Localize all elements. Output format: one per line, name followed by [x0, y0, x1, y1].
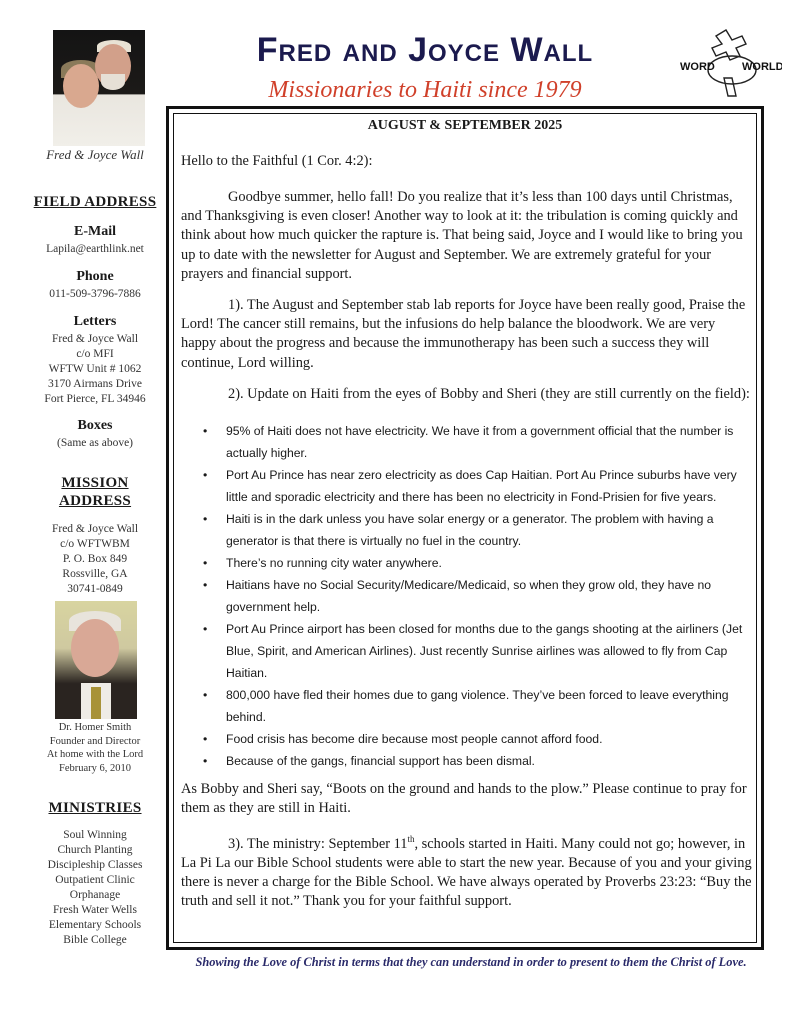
address-line: WFTW Unit # 1062	[48, 363, 142, 375]
paragraph-1-health: 1). The August and September stab lab reports for Joyce have been really good, Praise the Lord! The cancer still remains, but the infusions do help balance the bloodwork. We are very happy about the progress and because the immunotherapy has been such a success they will continue, Lord willing.	[181, 297, 746, 371]
founder-line: Founder and Director	[49, 735, 141, 747]
address-line: Fort Pierce, FL 34946	[44, 393, 146, 405]
newsletter-subtitle: Missionaries to Haiti since 1979	[268, 77, 582, 103]
fred-and-joyce-photo	[53, 30, 145, 146]
address-line: c/o MFI	[76, 348, 114, 360]
ministry-item: Outpatient Clinic	[55, 874, 135, 886]
address-line: c/o WFTWBM	[60, 538, 130, 550]
ministry-item: Church Planting	[57, 844, 133, 856]
bullet-icon: •	[203, 468, 208, 482]
ministry-item: Soul Winning	[63, 829, 127, 841]
footer-motto: Showing the Love of Christ in terms that they can understand in order to present to them the Christ of Love.	[195, 955, 747, 969]
list-item: • Food crisis has become dire because most people cannot afford food.	[181, 728, 753, 750]
list-item: • 95% of Haiti does not have electricity. We have it from a government official that the number is actually higher.	[181, 420, 753, 464]
paragraph-2-haiti: 2). Update on Haiti from the eyes of Bobby and Sheri (they are still currently on the field):	[228, 386, 750, 402]
logo-word-text: WORD	[680, 61, 715, 73]
boots-paragraph: As Bobby and Sheri say, “Boots on the ground and hands to the plow.” Please continue to pray for them as they are still in Haiti.	[181, 781, 747, 817]
list-item: • There’s no running city water anywhere.	[181, 552, 753, 574]
bullet-icon: •	[203, 754, 208, 768]
founder-line: February 6, 2010	[58, 762, 132, 774]
logo-world-text: WORLD	[742, 61, 782, 73]
email-value[interactable]: Lapila@earthlink.net	[46, 243, 144, 255]
letters-address	[20, 332, 170, 407]
mission-address-heading-line1: MISSION	[61, 475, 129, 491]
word-to-world-logo	[676, 26, 782, 98]
list-item: • Haiti is in the dark unless you have solar energy or a generator. The problem with having a generator is that there is virtually no fuel in the country.	[181, 508, 753, 552]
list-item: • Port Au Prince airport has been closed for months due to the gangs shooting at the airliners (Jet Blue, Spirit, and American Airlines). Just recently Sunrise airlines was allowed to fly from Cap Haitian.	[181, 618, 753, 684]
bullet-icon: •	[203, 688, 208, 702]
ministry-item: Discipleship Classes	[47, 859, 143, 871]
haiti-update-list	[181, 420, 753, 772]
phone-value: 011-509-3796-7886	[49, 288, 141, 300]
field-address-heading: FIELD ADDRESS	[33, 194, 157, 210]
boxes-label: Boxes	[77, 418, 113, 433]
address-line: P. O. Box 849	[62, 553, 128, 565]
paragraph-3-ministry: 3). The ministry: September 11th, schools started in Haiti. Many could not go; however, in La Pi La our Bible School students were able to start the new year. Because of you and your giving there is never a charge for the Bible School. We have always operated by Proverbs 23:23: “Buy the truth and sell it not.” Thank you for your faithful support.	[181, 834, 752, 910]
photo-caption: Fred & Joyce Wall	[46, 147, 144, 162]
ministry-item: Fresh Water Wells	[53, 904, 137, 916]
bullet-icon: •	[203, 424, 208, 438]
bullet-icon: •	[203, 512, 208, 526]
mission-address-heading-line2: ADDRESS	[58, 493, 132, 509]
list-item: • Haitians have no Social Security/Medicare/Medicaid, so when they grow old, they have no government help.	[181, 574, 753, 618]
address-line: 3170 Airmans Drive	[48, 378, 142, 390]
email-label: E-Mail	[74, 224, 116, 239]
newsletter-title: Fred and Joyce Wall	[256, 31, 594, 69]
homer-smith-photo	[55, 601, 137, 719]
founder-line: At home with the Lord	[46, 749, 144, 760]
ministry-item: Bible College	[63, 934, 127, 946]
intro-paragraph: Goodbye summer, hello fall! Do you realize that it’s less than 100 days until Christmas, and Thanksgiving is even closer! Another way to look at it: the tribulation is coming quickly and think about how much quicker the rapture is. That being said, Joyce and I would like to bring you up to date with the newsletter for August and September. We are extremely grateful for your prayers and financial support.	[181, 189, 743, 282]
ministry-item: Orphanage	[69, 889, 121, 901]
boxes-value: (Same as above)	[57, 437, 133, 449]
month-title: AUGUST & SEPTEMBER 2025	[367, 118, 563, 133]
cross-globe-icon	[676, 26, 782, 98]
bullet-icon: •	[203, 622, 208, 636]
ministries-heading: MINISTRIES	[48, 800, 142, 816]
bullet-icon: •	[203, 732, 208, 746]
ministry-item: Elementary Schools	[48, 919, 142, 931]
phone-label: Phone	[76, 269, 114, 284]
letters-label: Letters	[73, 314, 117, 329]
founder-caption	[20, 721, 170, 775]
bullet-icon: •	[203, 556, 208, 570]
mission-address	[20, 522, 170, 597]
bullet-icon: •	[203, 578, 208, 592]
founder-line: Dr. Homer Smith	[58, 722, 132, 733]
list-item: • Port Au Prince has near zero electricity as does Cap Haitian. Port Au Prince suburbs have very little and sporadic electricity and there has been no electricity in Fond-Prisien for five years.	[181, 464, 753, 508]
greeting: Hello to the Faithful (1 Cor. 4:2):	[181, 153, 373, 169]
ministries-list	[20, 828, 170, 948]
list-item: • 800,000 have fled their homes due to gang violence. They’ve been forced to leave everything behind.	[181, 684, 753, 728]
address-line: Fred & Joyce Wall	[51, 333, 139, 345]
address-line: Rossville, GA	[62, 568, 128, 580]
address-line: Fred & Joyce Wall	[51, 523, 139, 535]
list-item: • Because of the gangs, financial support has been dismal.	[181, 750, 753, 772]
address-line: 30741-0849	[67, 583, 123, 595]
